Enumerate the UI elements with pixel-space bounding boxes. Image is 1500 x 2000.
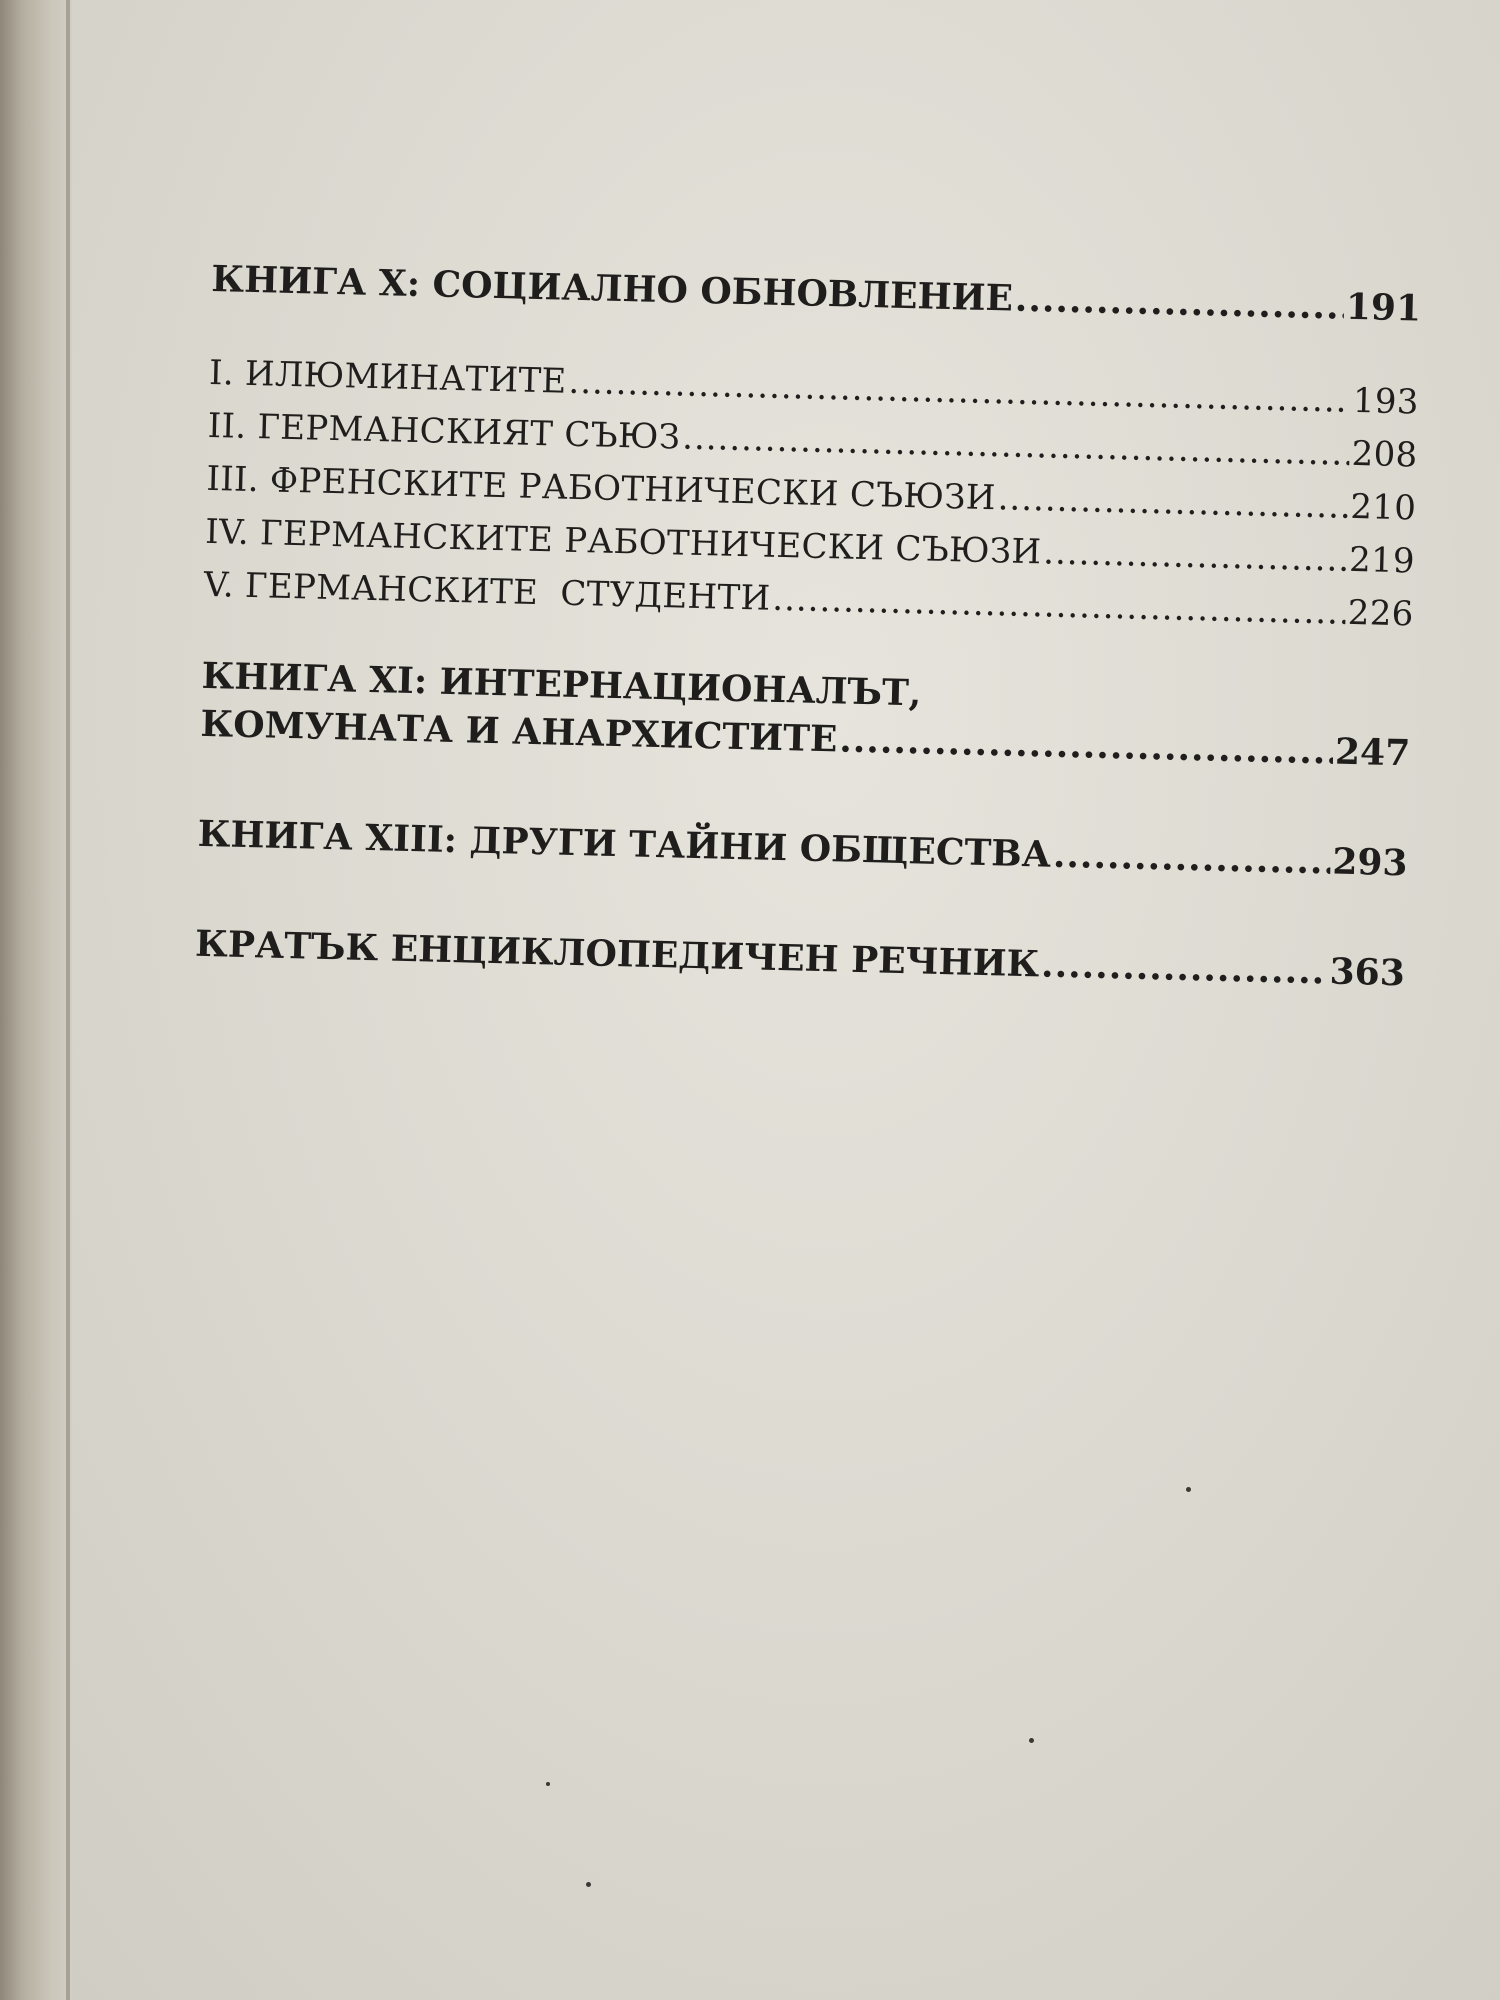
toc-leader-dots xyxy=(997,472,1349,534)
paper-speck xyxy=(586,1882,591,1887)
paper-speck xyxy=(546,1782,550,1786)
toc-page-number: 210 xyxy=(1349,486,1417,529)
toc-entry-book-11-line1: КНИГА XI: ИНТЕРНАЦИОНАЛЪТ, xyxy=(201,654,922,715)
toc-page-number: 363 xyxy=(1329,950,1406,995)
gutter-shadow xyxy=(66,0,70,2000)
table-of-contents xyxy=(195,255,1422,997)
toc-leader-dots xyxy=(1041,940,1329,995)
toc-page-number: 219 xyxy=(1348,539,1416,582)
toc-entry-label: II. ГЕРМАНСКИЯТ СЪЮЗ xyxy=(207,405,681,458)
toc-entry-label: КОМУНАТА И АНАРХИСТИТЕ xyxy=(200,702,838,761)
toc-page-number: 293 xyxy=(1331,840,1409,885)
toc-page-number: 247 xyxy=(1334,730,1411,775)
toc-page-number: 208 xyxy=(1351,433,1418,476)
toc-entry-label: IV. ГЕРМАНСКИТЕ РАБОТНИЧЕСКИ СЪЮЗИ xyxy=(204,511,1042,573)
toc-entry-label: КНИГА XIII: ДРУГИ ТАЙНИ ОБЩЕСТВА xyxy=(197,812,1052,876)
toc-page-number: 191 xyxy=(1345,285,1422,330)
book-gutter xyxy=(0,0,72,2000)
toc-entry-label: I. ИЛЮМИНАТИТЕ xyxy=(208,352,568,402)
toc-entry-label: КРАТЪК ЕНЦИКЛОПЕДИЧЕН РЕЧНИК xyxy=(194,922,1040,986)
toc-page-number: 226 xyxy=(1347,592,1415,635)
paper-speck xyxy=(1186,1487,1191,1492)
toc-entry-label: III. ФРЕНСКИТЕ РАБОТНИЧЕСКИ СЪЮЗИ xyxy=(206,458,997,519)
paper-speck xyxy=(1029,1738,1034,1743)
toc-leader-dots xyxy=(1043,526,1348,586)
toc-leader-dots xyxy=(1052,831,1330,886)
toc-leader-dots xyxy=(1014,275,1344,331)
toc-entry-label: КНИГА X: СОЦИАЛНО ОБНОВЛЕНИЕ xyxy=(210,257,1014,320)
toc-page-number: 193 xyxy=(1352,380,1420,423)
toc-entry-label: V. ГЕРМАНСКИТЕ СТУДЕНТИ xyxy=(203,564,771,619)
